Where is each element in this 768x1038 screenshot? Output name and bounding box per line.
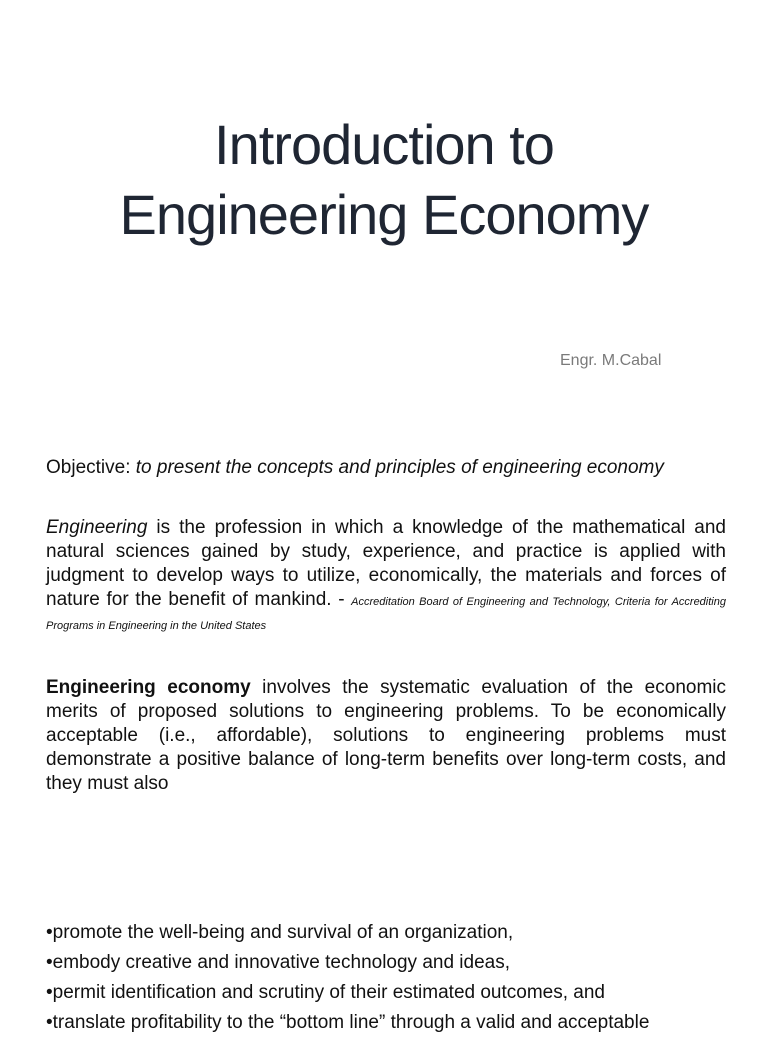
objective-text: to present the concepts and principles of engineering economy [135,457,664,478]
title-slide [0,0,768,420]
engineering-economy-text: involves the systematic evaluation of the economic merits of proposed solutions to engineering problems. To be economically acceptable (i.e., affordable), solutions to engineering problems must demonstrate a positive balance of long-term benefits over long-term costs, and they must also [46,677,726,794]
engineering-definition [46,516,726,636]
objective-label: Objective: [46,457,136,478]
list-item: • embody creative and innovative technology and ideas, [46,948,746,978]
list-item: • promote the well-being and survival of an organization, [46,918,746,948]
engineering-citation: Accreditation Board of Engineering and Technology, Criteria for Accrediting Programs in Engineering in the United States [46,596,726,632]
author-name: Engr. M.Cabal [560,352,662,369]
engineering-economy-term: Engineering economy [46,677,251,698]
engineering-economy-definition [46,676,726,796]
list-item: • translate profitability to the “bottom line” through a valid and acceptable [46,1008,746,1038]
slide-title [0,110,768,250]
requirements-list [46,918,746,1038]
engineering-definition-text: is the profession in which a knowledge of the mathematical and natural sciences gained by study, experience, and practice is applied with judgment to develop ways to utilize, economically, the materials and forces of nature for the benefit of mankind. - [46,517,726,610]
slide-title-line2: Engineering Economy [119,183,649,246]
list-item: • permit identification and scrutiny of their estimated outcomes, and [46,978,746,1008]
objective-paragraph [46,456,726,480]
slide-title-line1: Introduction to [214,113,554,176]
engineering-term: Engineering [46,517,148,538]
document-body [46,456,726,796]
